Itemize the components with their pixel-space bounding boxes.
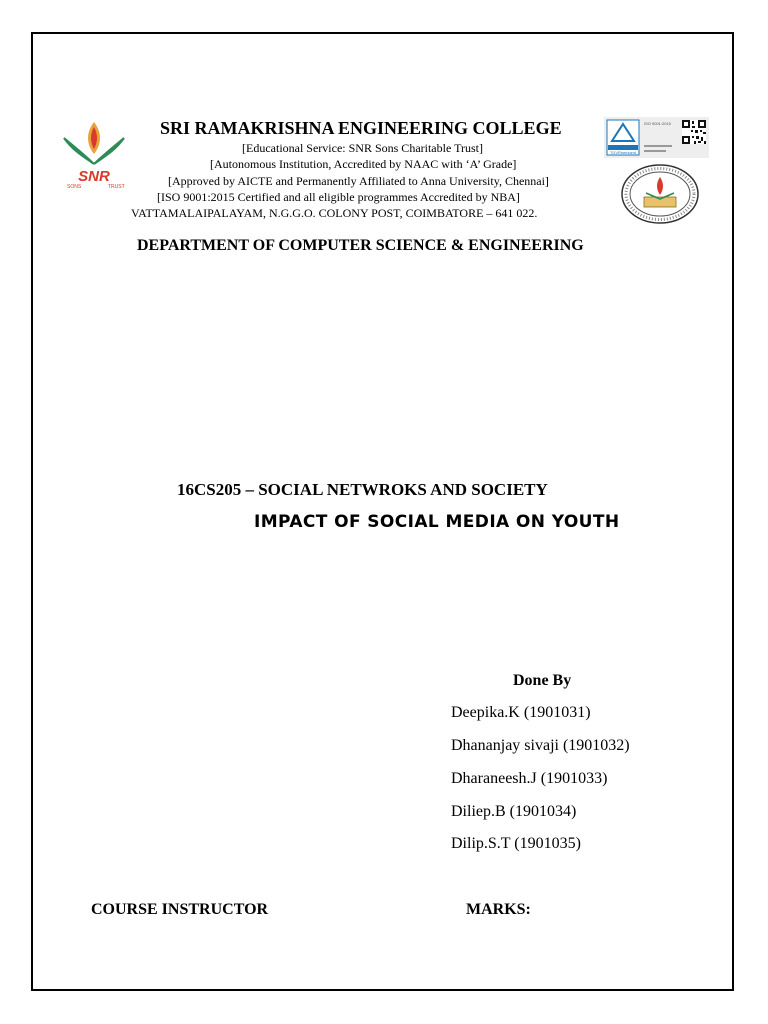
svg-text:SONS: SONS	[67, 184, 82, 190]
svg-text:SNR: SNR	[78, 168, 110, 185]
team-member: Deepika.K (1901031)	[451, 704, 591, 721]
project-topic: IMPACT OF SOCIAL MEDIA ON YOUTH	[254, 512, 620, 532]
marks-label: MARKS:	[466, 901, 531, 918]
qr-code-icon	[682, 120, 706, 144]
college-name: SRI RAMAKRISHNA ENGINEERING COLLEGE	[160, 118, 562, 138]
college-seal-logo	[620, 163, 700, 225]
course-title: 16CS205 – SOCIAL NETWROKS AND SOCIETY	[177, 480, 548, 499]
tuv-certification-logo	[604, 117, 709, 158]
team-member: Dharaneesh.J (1901033)	[451, 770, 608, 787]
svg-text:TÜVRheinland: TÜVRheinland	[609, 150, 637, 155]
college-address-line: VATTAMALAIPALAYAM, N.G.G.O. COLONY POST, COIMBATORE – 641 022.	[131, 206, 538, 220]
department-title: DEPARTMENT OF COMPUTER SCIENCE & ENGINEERING	[137, 237, 584, 254]
team-member: Dhananjay sivaji (1901032)	[451, 737, 630, 754]
college-approval-line: [Approved by AICTE and Permanently Affiliated to Anna University, Chennai]	[168, 174, 549, 188]
college-trust-line: [Educational Service: SNR Sons Charitable Trust]	[242, 141, 483, 155]
course-instructor-label: COURSE INSTRUCTOR	[91, 901, 269, 918]
team-member: Diliep.B (1901034)	[451, 803, 577, 820]
done-by-heading: Done By	[513, 672, 572, 689]
team-member: Dilip.S.T (1901035)	[451, 835, 581, 852]
college-accreditation-line: [Autonomous Institution, Accredited by NAAC with ‘A’ Grade]	[210, 157, 517, 171]
college-iso-line: [ISO 9001:2015 Certified and all eligible programmes Accredited by NBA]	[157, 190, 520, 204]
svg-text:ISO 9001:2015: ISO 9001:2015	[644, 121, 671, 126]
snr-logo	[56, 118, 132, 190]
svg-text:TRUST: TRUST	[108, 184, 125, 190]
